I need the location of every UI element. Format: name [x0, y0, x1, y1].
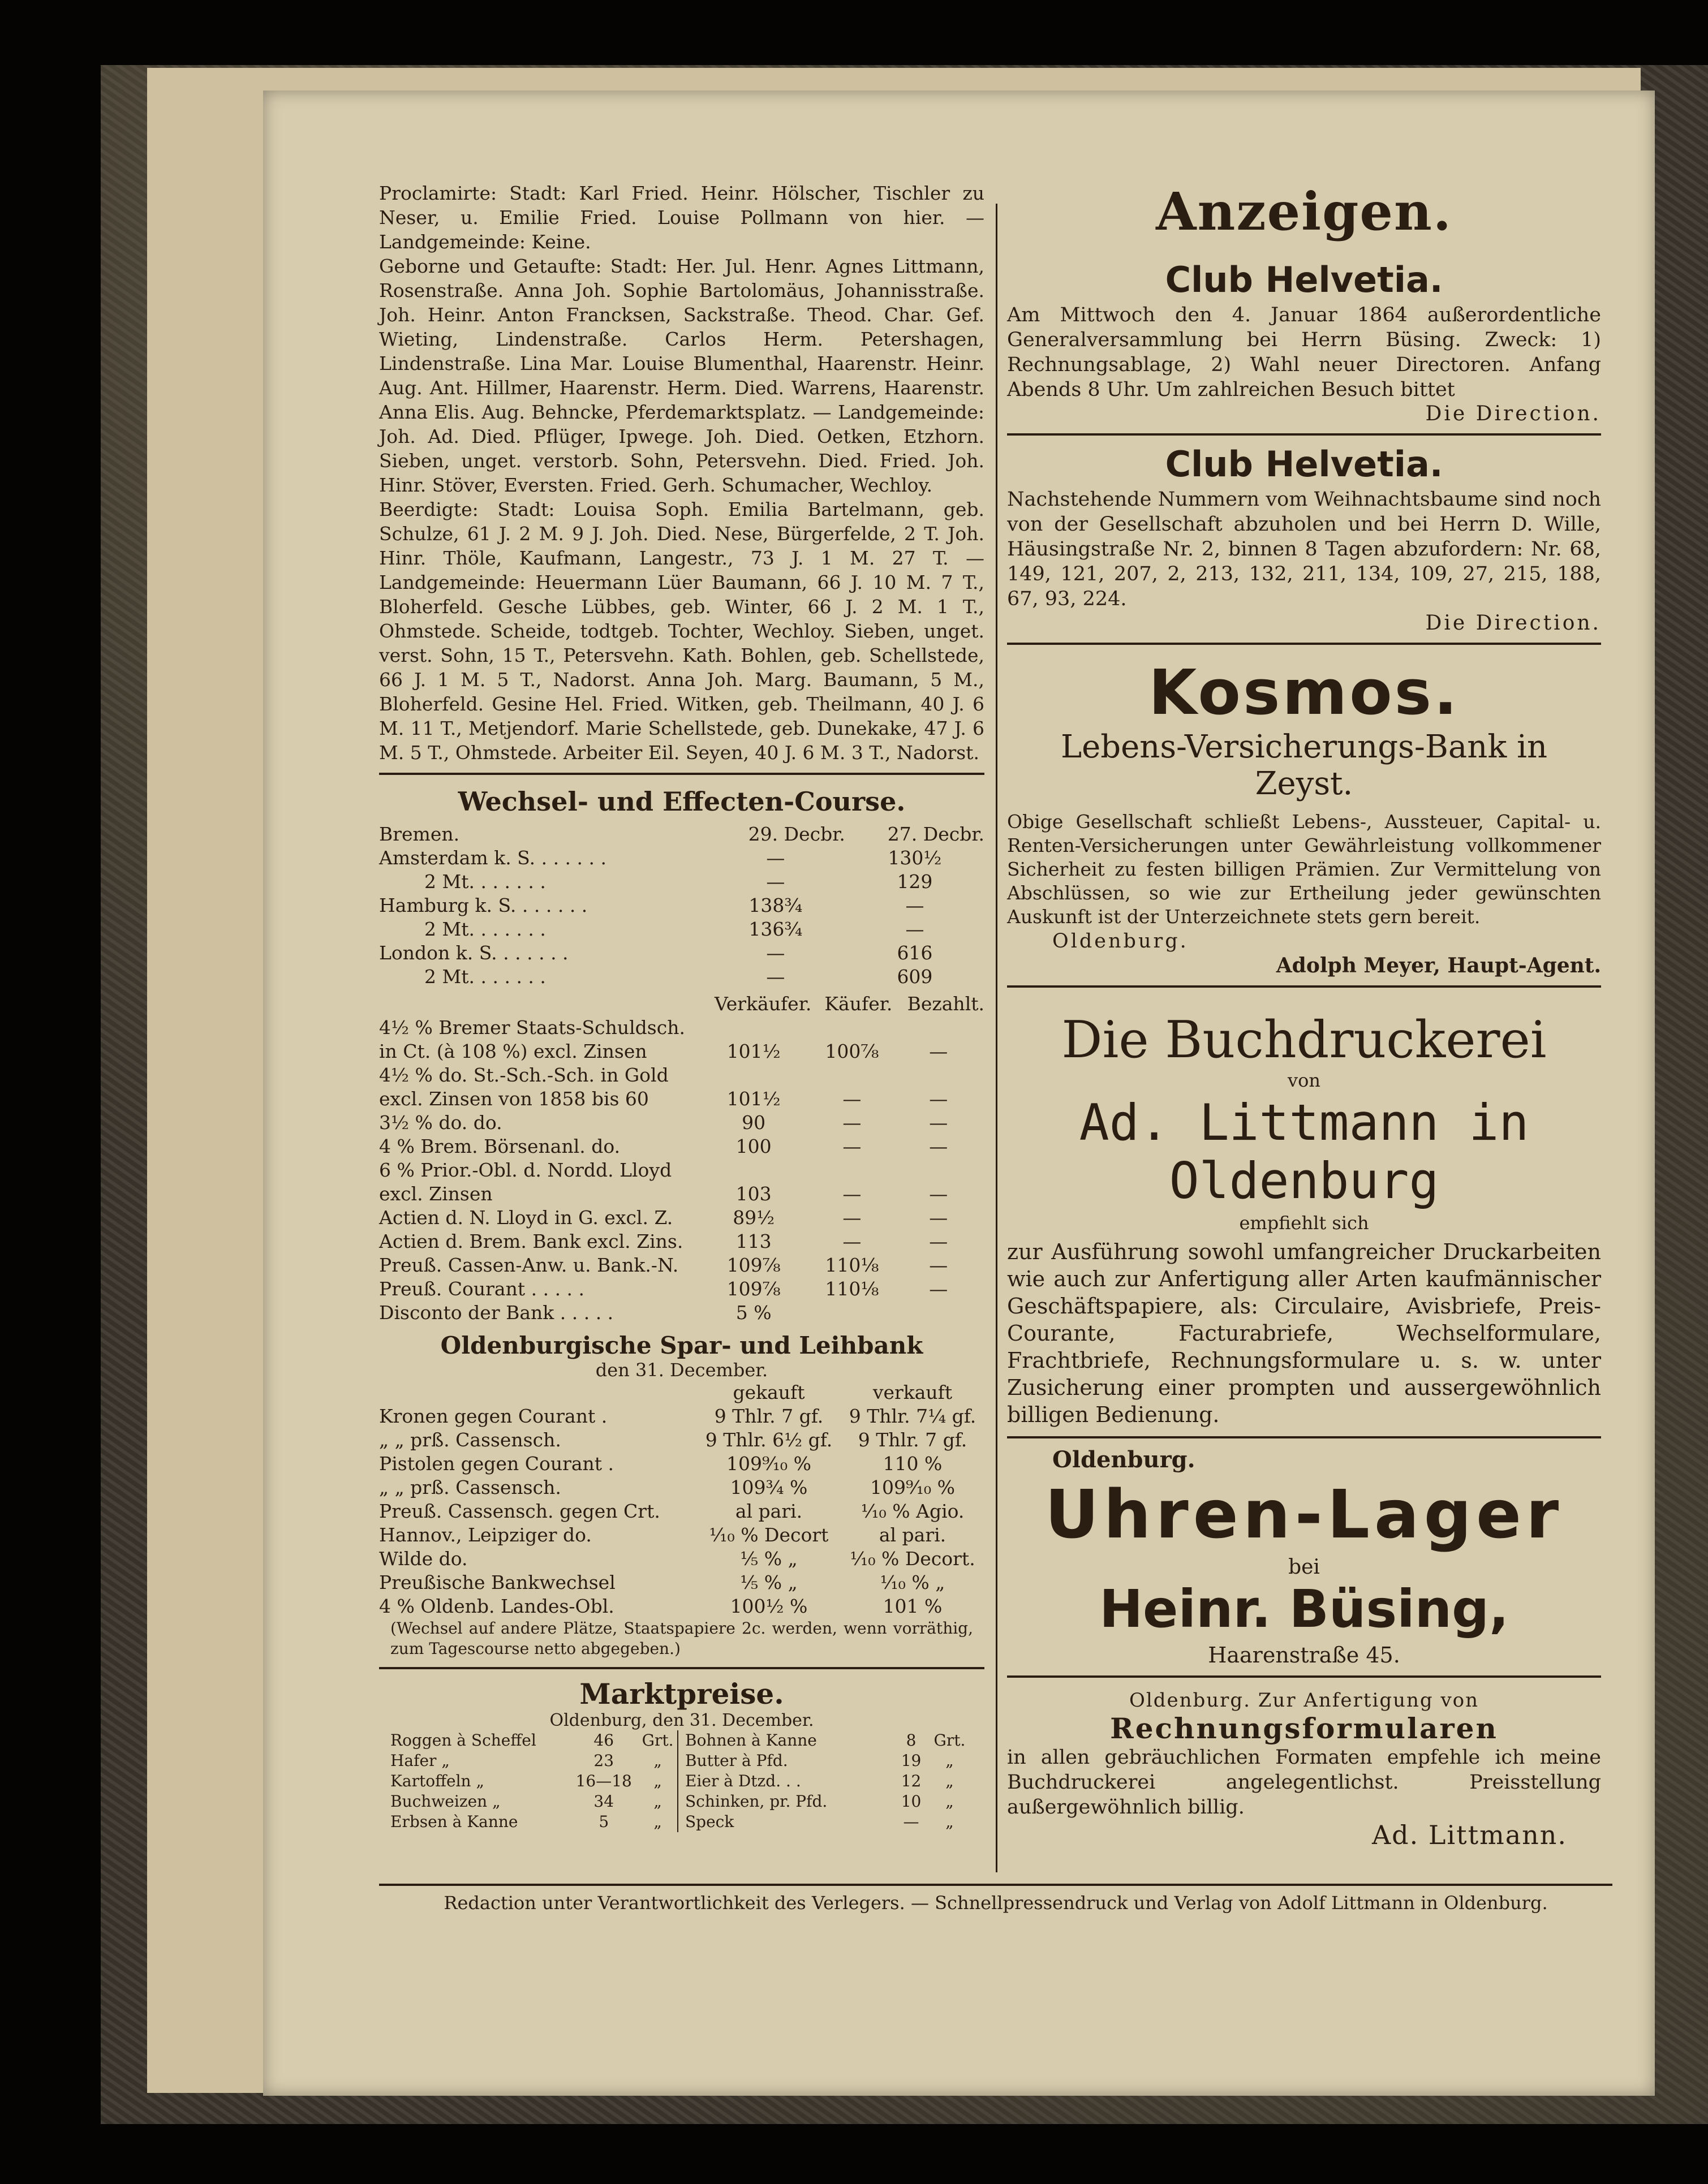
table-cell: 101 %: [883, 1595, 943, 1617]
table-cell: —: [929, 1207, 948, 1229]
table-cell: 101½: [726, 1040, 781, 1062]
table-cell: —: [766, 966, 785, 988]
wechsel-title: Wechsel- und Effecten-Course.: [458, 786, 906, 817]
club1-signature: Die Direction.: [1425, 402, 1601, 425]
table-cell: Disconto der Bank . . . . .: [379, 1302, 614, 1324]
table-cell: „: [945, 1792, 954, 1811]
table-cell: Eier à Dtzd. . .: [685, 1772, 801, 1790]
table-row: [379, 1277, 984, 1301]
table-row: [379, 1405, 984, 1428]
table-row: [685, 1791, 973, 1812]
rechnung-text: in allen gebräuchlichen Formaten empfehle ich meine Buchdruckerei angelegentlichst. Preisstellung außergewöhnlich billig.: [1007, 1746, 1601, 1819]
table-cell: „: [653, 1772, 662, 1790]
divider: [379, 1667, 984, 1669]
table-row: [379, 894, 984, 917]
table-cell: [379, 992, 696, 1016]
table-cell: ¹⁄₁₀ % Decort.: [850, 1548, 975, 1570]
table-cell: „: [945, 1751, 954, 1770]
spar-header: [379, 1381, 984, 1405]
table-row: [379, 1135, 984, 1158]
spar-title: Oldenburgische Spar- und Leihbank: [440, 1332, 923, 1359]
table-cell: Wilde do.: [379, 1548, 468, 1570]
kosmos-subtitle: Lebens-Versicherungs-Bank in Zeyst.: [1060, 729, 1548, 802]
table-cell: Actien d. N. Lloyd in G. excl. Z.: [379, 1207, 673, 1229]
table-cell: [811, 1301, 892, 1325]
divider: [1007, 985, 1601, 988]
table-row: [685, 1730, 973, 1751]
table-cell: 29. Decbr.: [748, 823, 845, 845]
rechnung-signature: Ad. Littmann.: [1371, 1820, 1567, 1850]
table-cell: 16—18: [575, 1772, 632, 1790]
table-cell: Kronen gegen Courant .: [379, 1405, 608, 1427]
table-cell: Preuß. Cassensch. gegen Crt.: [379, 1500, 660, 1522]
divider: [1007, 433, 1601, 436]
table-cell: 110 %: [883, 1453, 943, 1475]
table-cell: Hafer „: [390, 1751, 450, 1770]
littmann-name: Ad. Littmann in Oldenburg: [1079, 1093, 1529, 1210]
table-cell: „: [945, 1772, 954, 1790]
table-row: [379, 846, 984, 870]
table-row: [379, 1301, 984, 1325]
table-cell: 109⅞: [726, 1278, 781, 1300]
table-cell: —: [766, 847, 785, 869]
table-row: [379, 1571, 984, 1595]
table-row: [379, 1452, 984, 1476]
table-cell: London k. S. . . . . . .: [379, 942, 569, 964]
table-cell: „: [653, 1751, 662, 1770]
table-cell: ⅕ % „: [740, 1548, 798, 1570]
table-cell: Käufer.: [824, 993, 893, 1015]
table-cell: 12: [901, 1772, 922, 1790]
page-footer: Redaction unter Verantwortlichkeit des Verlegers. — Schnellpressendruck und Verlag von Adolf Littmann in Oldenburg.: [444, 1892, 1548, 1914]
table-cell: 100⅞: [825, 1040, 879, 1062]
club1-title: Club Helvetia.: [1165, 259, 1443, 300]
buchdruckerei-title: Die Buchdruckerei: [1061, 1010, 1547, 1070]
table-cell: 4½ % Bremer Staats-Schuldsch. in Ct. (à 108 %) excl. Zinsen: [379, 1016, 685, 1062]
table-cell: 89½: [733, 1207, 775, 1229]
table-cell: 9 Thlr. 7 gf.: [858, 1429, 967, 1451]
table-cell: —: [903, 1812, 919, 1831]
table-cell: —: [905, 894, 924, 916]
table-cell: Bremen.: [379, 823, 460, 845]
table-cell: 10: [901, 1792, 922, 1811]
markt-left-table: [390, 1730, 678, 1832]
table-cell: „ „ prß. Cassensch.: [379, 1476, 561, 1498]
table-cell: Hamburg k. S. . . . . . .: [379, 894, 588, 916]
table-cell: Pistolen gegen Courant .: [379, 1453, 614, 1475]
table-cell: —: [929, 1230, 948, 1252]
divider: [379, 773, 984, 775]
anzeigen-heading: Anzeigen.: [1156, 181, 1452, 242]
table-cell: 109⁹⁄₁₀ %: [870, 1476, 955, 1498]
wechsel-table: [379, 822, 984, 989]
uhren-lager-title: Uhren-Lager: [1044, 1475, 1564, 1553]
kosmos-text: Obige Gesellschaft schließt Lebens-, Aussteuer, Capital- u. Renten-Versicherungen unter Gewährleistung vollkommener Sicherheit zu festen billigen Prämien. Zur Vermittelung von Abschlüssen, so wie zur Ertheilung jeder gewünschten Auskunft ist der Unterzeichnete stets gern bereit.: [1007, 811, 1601, 928]
table-row: [379, 870, 984, 894]
club2-text: Nachstehende Nummern vom Weihnachtsbaume sind noch von der Gesellschaft abzuholen und bei Herrn D. Wille, Häusingstraße Nr. 2, binnen 8 Tagen abzufordern: Nr. 68, 149, 121, 207, 2, 213, 132, 211, 134, 109, 27, 215, 188, 67, 93, 224.: [1007, 488, 1601, 610]
table-cell: ⅕ % „: [740, 1571, 798, 1593]
effecten-table: [379, 992, 984, 1325]
table-row: [379, 917, 984, 941]
table-cell: 9 Thlr. 7 gf.: [714, 1405, 824, 1427]
table-cell: 110⅛: [825, 1254, 879, 1276]
table-cell: 103: [735, 1183, 772, 1205]
table-row: [379, 1063, 984, 1111]
rechnung-intro: Oldenburg. Zur Anfertigung von: [1129, 1689, 1479, 1712]
markt-title: Marktpreise.: [579, 1677, 784, 1711]
table-cell: 27. Decbr.: [887, 823, 984, 845]
table-cell: 2 Mt. . . . . . .: [424, 918, 546, 940]
table-cell: „: [653, 1812, 662, 1831]
table-row: [685, 1771, 973, 1791]
table-cell: „ „ prß. Cassensch.: [379, 1429, 561, 1451]
beerdigte-text: Beerdigte: Stadt: Louisa Soph. Emilia Bartelmann, geb. Schulze, 61 J. 2 M. 9 J. Joh. Died. Nese, Bürgerfelde, 2 T. Joh. Hinr. Thöle, Kaufmann, Langestr., 73 J. 1 M. 27 T. — Landgemeinde: Heuermann Lüer Baumann, 66 J. 10 M. 7 T., Bloherfeld. Gesche Lübbes, geb. Winter, 66 J. 2 M. 1 T., Ohmstede. Scheide, todtgeb. Tochter, Wechloy. Sieben, unget. verst. Sohn, 15 T., Petersvehn. Kath. Bohlen, geb. Schellstede, 66 J. 1 M. 5 T., Nadorst. Anna Joh. Marg. Baumann, 5 M., Bloherfeld. Gesine Hel. Fried. Witken, geb. Theilmann, 40 J. 6 M. 11 T., Metjendorf. Marie Schellstede, geb. Dunekake, 47 J. 6 M. 5 T., Ohmstede. Arbeiter Eil. Seyen, 40 J. 6 M. 3 T., Nadorst.: [379, 498, 984, 764]
table-cell: 4 % Brem. Börsenanl. do.: [379, 1135, 621, 1157]
table-cell: —: [929, 1135, 948, 1157]
table-cell: —: [929, 1254, 948, 1276]
table-cell: 138¾: [748, 894, 803, 916]
kosmos-title: Kosmos.: [1148, 656, 1460, 729]
markt-right-table: [685, 1730, 973, 1832]
table-cell: Roggen à Scheffel: [390, 1731, 536, 1750]
table-cell: Actien d. Brem. Bank excl. Zins.: [379, 1230, 683, 1252]
table-cell: 2 Mt. . . . . . .: [424, 966, 546, 988]
table-cell: gekauft: [733, 1381, 805, 1403]
table-row: [379, 1253, 984, 1277]
table-cell: 90: [742, 1112, 766, 1134]
column-divider: [996, 204, 997, 1872]
table-cell: al pari.: [879, 1524, 947, 1546]
geborne-text: Geborne und Getaufte: Stadt: Her. Jul. Henr. Agnes Littmann, Rosenstraße. Anna Joh. Sophie Bartolomäus, Johannisstraße. Joh. Heinr. Anton Francksen, Sackstraße. Theod. Char. Gef. Wieting, Lindenstraße. Carlos Herm. Petershagen, Lindenstraße. Lina Mar. Louise Blumenthal, Haarenstr. Heinr. Aug. Ant. Hillmer, Haarenstr. Herm. Died. Warrens, Haarenstr. Anna Elis. Aug. Behncke, Pferdemarktsplatz. — Landgemeinde: Joh. Ad. Died. Pflüger, Ipwege. Joh. Died. Oetken, Etzhorn. Sieben, unget. verstorb. Sohn, Petersvehn. Died. Fried. Joh. Hinr. Stöver, Eversten. Fried. Gerh. Schumacher, Wechloy.: [379, 255, 984, 496]
rechnung-title: Rechnungsformularen: [1110, 1712, 1498, 1745]
table-cell: 8: [906, 1731, 917, 1750]
table-cell: 34: [593, 1792, 614, 1811]
table-cell: 100½ %: [730, 1595, 808, 1617]
divider: [1007, 1436, 1601, 1438]
spar-table: [379, 1381, 984, 1618]
table-cell: Butter à Pfd.: [685, 1751, 788, 1770]
table-cell: 109¾ %: [730, 1476, 808, 1498]
table-cell: —: [842, 1088, 862, 1110]
table-cell: 4½ % do. St.-Sch.-Sch. in Gold excl. Zinsen von 1858 bis 60: [379, 1064, 669, 1110]
club2-signature: Die Direction.: [1425, 611, 1601, 635]
table-row: [685, 1751, 973, 1771]
table-row: [379, 965, 984, 989]
table-cell: [379, 1381, 697, 1405]
table-cell: ¹⁄₁₀ % „: [880, 1571, 945, 1593]
table-cell: „: [653, 1792, 662, 1811]
table-cell: 4 % Oldenb. Landes-Obl.: [379, 1595, 614, 1617]
left-column: [379, 181, 984, 1832]
divider: [1007, 643, 1601, 645]
table-cell: ¹⁄₁₀ % Decort: [709, 1524, 829, 1546]
table-row: [685, 1812, 973, 1832]
kosmos-place: Oldenburg.: [1052, 930, 1189, 953]
table-cell: 129: [897, 871, 933, 893]
table-cell: 46: [593, 1731, 614, 1750]
table-cell: al pari.: [735, 1500, 803, 1522]
club1-text: Am Mittwoch den 4. Januar 1864 außerordentliche Generalversammlung bei Herrn Büsing. Zweck: 1) Rechnungsablage, 2) Wahl neuer Directoren. Anfang Abends 8 Uhr. Um zahlreichen Besuch bittet: [1007, 304, 1601, 401]
table-row: [379, 941, 984, 965]
right-column: [1007, 181, 1601, 1850]
table-cell: 100: [735, 1135, 772, 1157]
table-cell: Preußische Bankwechsel: [379, 1571, 616, 1593]
table-cell: Hannov., Leipziger do.: [379, 1524, 592, 1546]
table-cell: „: [945, 1812, 954, 1831]
table-row: [390, 1791, 678, 1812]
table-cell: —: [766, 942, 785, 964]
spar-date: den 31. December.: [595, 1359, 768, 1381]
table-cell: 101½: [726, 1088, 781, 1110]
table-cell: —: [929, 1088, 948, 1110]
table-cell: 130½: [888, 847, 942, 869]
spar-note: (Wechsel auf andere Plätze, Staatspapiere 2c. werden, wenn vorräthig, zum Tagescourse netto abgegeben.): [390, 1619, 973, 1658]
table-cell: 6 % Prior.-Obl. d. Nordd. Lloyd excl. Zinsen: [379, 1159, 672, 1205]
buchdruckerei-text: zur Ausführung sowohl umfangreicher Druckarbeiten wie auch zur Anfertigung aller Arten kaufmännischer Geschäftspapiere, als: Circulaire, Avisbriefe, Preis-Courante, Facturabriefe, Wechselformulare, Frachtbriefe, Rechnungsformulare u. s. w. unter Zusicherung einer prompten und aussergewöhnlich billigen Bedienung.: [1007, 1239, 1601, 1427]
table-cell: 110⅛: [825, 1278, 879, 1300]
table-cell: 109⁹⁄₁₀ %: [726, 1453, 811, 1475]
table-cell: 3½ % do. do.: [379, 1112, 502, 1134]
table-row: [379, 1158, 984, 1206]
table-cell: Buchweizen „: [390, 1792, 501, 1811]
table-cell: Grt.: [933, 1731, 966, 1750]
table-row: [379, 1016, 984, 1063]
table-row: [379, 1547, 984, 1571]
table-cell: 609: [897, 966, 933, 988]
table-cell: 616: [897, 942, 933, 964]
table-cell: —: [842, 1135, 862, 1157]
table-cell: 136¾: [748, 918, 803, 940]
buchdruckerei-von: von: [1288, 1070, 1320, 1091]
table-cell: Kartoffeln „: [390, 1772, 484, 1790]
table-cell: 5 %: [735, 1302, 772, 1324]
table-cell: Bezahlt.: [907, 993, 984, 1015]
kosmos-signature: Adolph Meyer, Haupt-Agent.: [1276, 954, 1601, 977]
table-row: [379, 1595, 984, 1618]
markt-date: Oldenburg, den 31. December.: [549, 1711, 814, 1730]
table-row: [390, 1771, 678, 1791]
table-row: [379, 1476, 984, 1500]
table-cell: Verkäufer.: [714, 993, 812, 1015]
table-cell: verkauft: [872, 1381, 953, 1403]
table-cell: —: [929, 1278, 948, 1300]
uhren-bei: bei: [1288, 1556, 1320, 1579]
table-cell: —: [929, 1040, 948, 1062]
table-row: [379, 1111, 984, 1135]
page-content: [379, 181, 1612, 1946]
table-cell: —: [842, 1112, 862, 1134]
divider: [1007, 1675, 1601, 1678]
table-cell: —: [842, 1230, 862, 1252]
table-row: [379, 1428, 984, 1452]
table-row: [390, 1730, 678, 1751]
table-cell: 5: [599, 1812, 609, 1831]
table-row: [379, 1230, 984, 1253]
proclamirte-text: Proclamirte: Stadt: Karl Fried. Heinr. Hölscher, Tischler zu Neser, u. Emilie Fried. Louise Pollmann von hier. — Landgemeinde: Keine.: [379, 182, 984, 253]
table-cell: Amsterdam k. S. . . . . . .: [379, 847, 606, 869]
table-cell: —: [842, 1207, 862, 1229]
table-cell: Grt.: [642, 1731, 674, 1750]
markt-tables: [379, 1730, 984, 1832]
club2-title: Club Helvetia.: [1165, 443, 1443, 485]
table-cell: —: [929, 1112, 948, 1134]
table-cell: Schinken, pr. Pfd.: [685, 1792, 828, 1811]
table-cell: —: [766, 871, 785, 893]
table-cell: [892, 1301, 984, 1325]
table-cell: —: [842, 1183, 862, 1205]
heinr-busing-name: Heinr. Büsing,: [1099, 1579, 1509, 1639]
table-cell: Speck: [685, 1812, 734, 1831]
table-cell: 9 Thlr. 7¼ gf.: [849, 1405, 976, 1427]
wechsel-header: [379, 822, 984, 846]
effecten-header: [379, 992, 984, 1016]
table-cell: —: [905, 918, 924, 940]
table-cell: Erbsen à Kanne: [390, 1812, 518, 1831]
table-cell: 109⅞: [726, 1254, 781, 1276]
table-cell: 2 Mt. . . . . . .: [424, 871, 546, 893]
table-cell: —: [929, 1183, 948, 1205]
table-cell: Preuß. Cassen-Anw. u. Bank.-N.: [379, 1254, 679, 1276]
table-cell: 113: [735, 1230, 772, 1252]
buchdruckerei-empfiehlt: empfiehlt sich: [1239, 1212, 1369, 1234]
table-row: [390, 1751, 678, 1771]
table-row: [379, 1206, 984, 1230]
table-row: [379, 1500, 984, 1523]
table-cell: Bohnen à Kanne: [685, 1731, 817, 1750]
table-row: [390, 1812, 678, 1832]
uhren-address: Haarenstraße 45.: [1208, 1643, 1400, 1668]
table-cell: 9 Thlr. 6½ gf.: [705, 1429, 833, 1451]
uhren-place: Oldenburg.: [1052, 1446, 1195, 1473]
table-row: [379, 1523, 984, 1547]
table-cell: ¹⁄₁₀ % Agio.: [861, 1500, 965, 1522]
footer-rule: [379, 1884, 1612, 1886]
table-cell: 19: [901, 1751, 922, 1770]
table-cell: 23: [593, 1751, 614, 1770]
table-cell: Preuß. Courant . . . . .: [379, 1278, 585, 1300]
